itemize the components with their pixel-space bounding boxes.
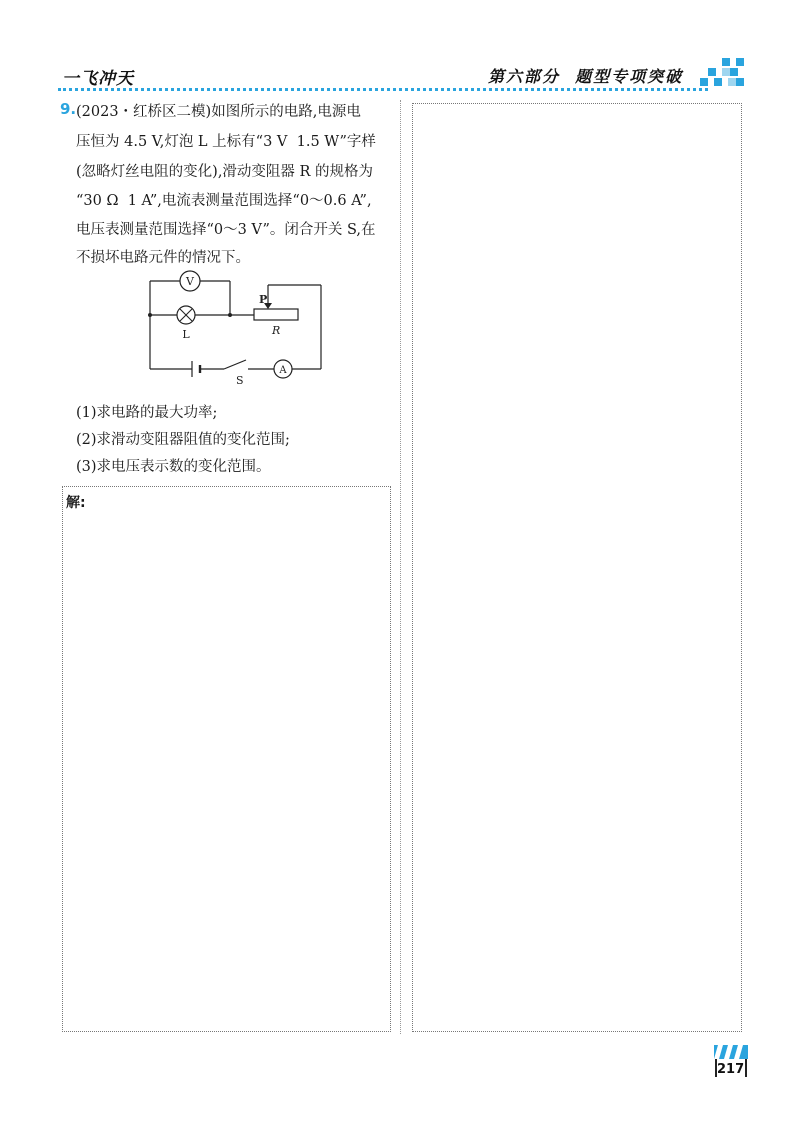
blank-writing-area[interactable] (412, 103, 742, 1032)
page-number: 217 (717, 1062, 745, 1077)
question-line-2: 压恒为 4.5 V,灯泡 L 上标有“3 V 1.5 W”字样 (76, 134, 376, 150)
answer-label: 解: (66, 495, 86, 511)
question-line-5: 电压表测量范围选择“0～3 V”。闭合开关 S,在 (76, 222, 376, 238)
slider-label: P (259, 293, 268, 306)
answer-area[interactable] (62, 486, 391, 1032)
switch-label: S (236, 374, 244, 387)
section-title: 第六部分 题型专项突破 (488, 67, 684, 86)
voltmeter-icon (180, 271, 200, 291)
book-logo (62, 64, 134, 89)
voltmeter-label: V (186, 275, 194, 288)
subquestion-2: (2)求滑动变阻器阻值的变化范围; (76, 432, 290, 448)
subquestion-1: (1)求电路的最大功率; (76, 405, 218, 421)
ammeter-icon (274, 360, 292, 378)
lamp-label: L (182, 328, 190, 341)
question-line-3: (忽略灯丝电阻的变化),滑动变阻器 R 的规格为 (76, 164, 374, 180)
column-divider (400, 100, 401, 1034)
question-line-4: “30 Ω 1 A”,电流表测量范围选择“0～0.6 A”, (76, 193, 372, 209)
ammeter-label: A (279, 365, 287, 376)
lamp-icon (177, 306, 195, 324)
logo-text: 一飞冲天 (62, 69, 134, 89)
subquestion-3: (3)求电压表示数的变化范围。 (76, 459, 271, 475)
header-divider (58, 88, 708, 91)
question-line-1: (2023・红桥区二模)如图所示的电路,电源电 (76, 104, 361, 120)
question-number: 9. (60, 100, 77, 118)
checker-decoration-icon (700, 58, 744, 92)
circuit-diagram (140, 270, 340, 390)
question-line-6: 不损坏电路元件的情况下。 (76, 250, 250, 266)
rheostat-label: R (272, 324, 281, 337)
